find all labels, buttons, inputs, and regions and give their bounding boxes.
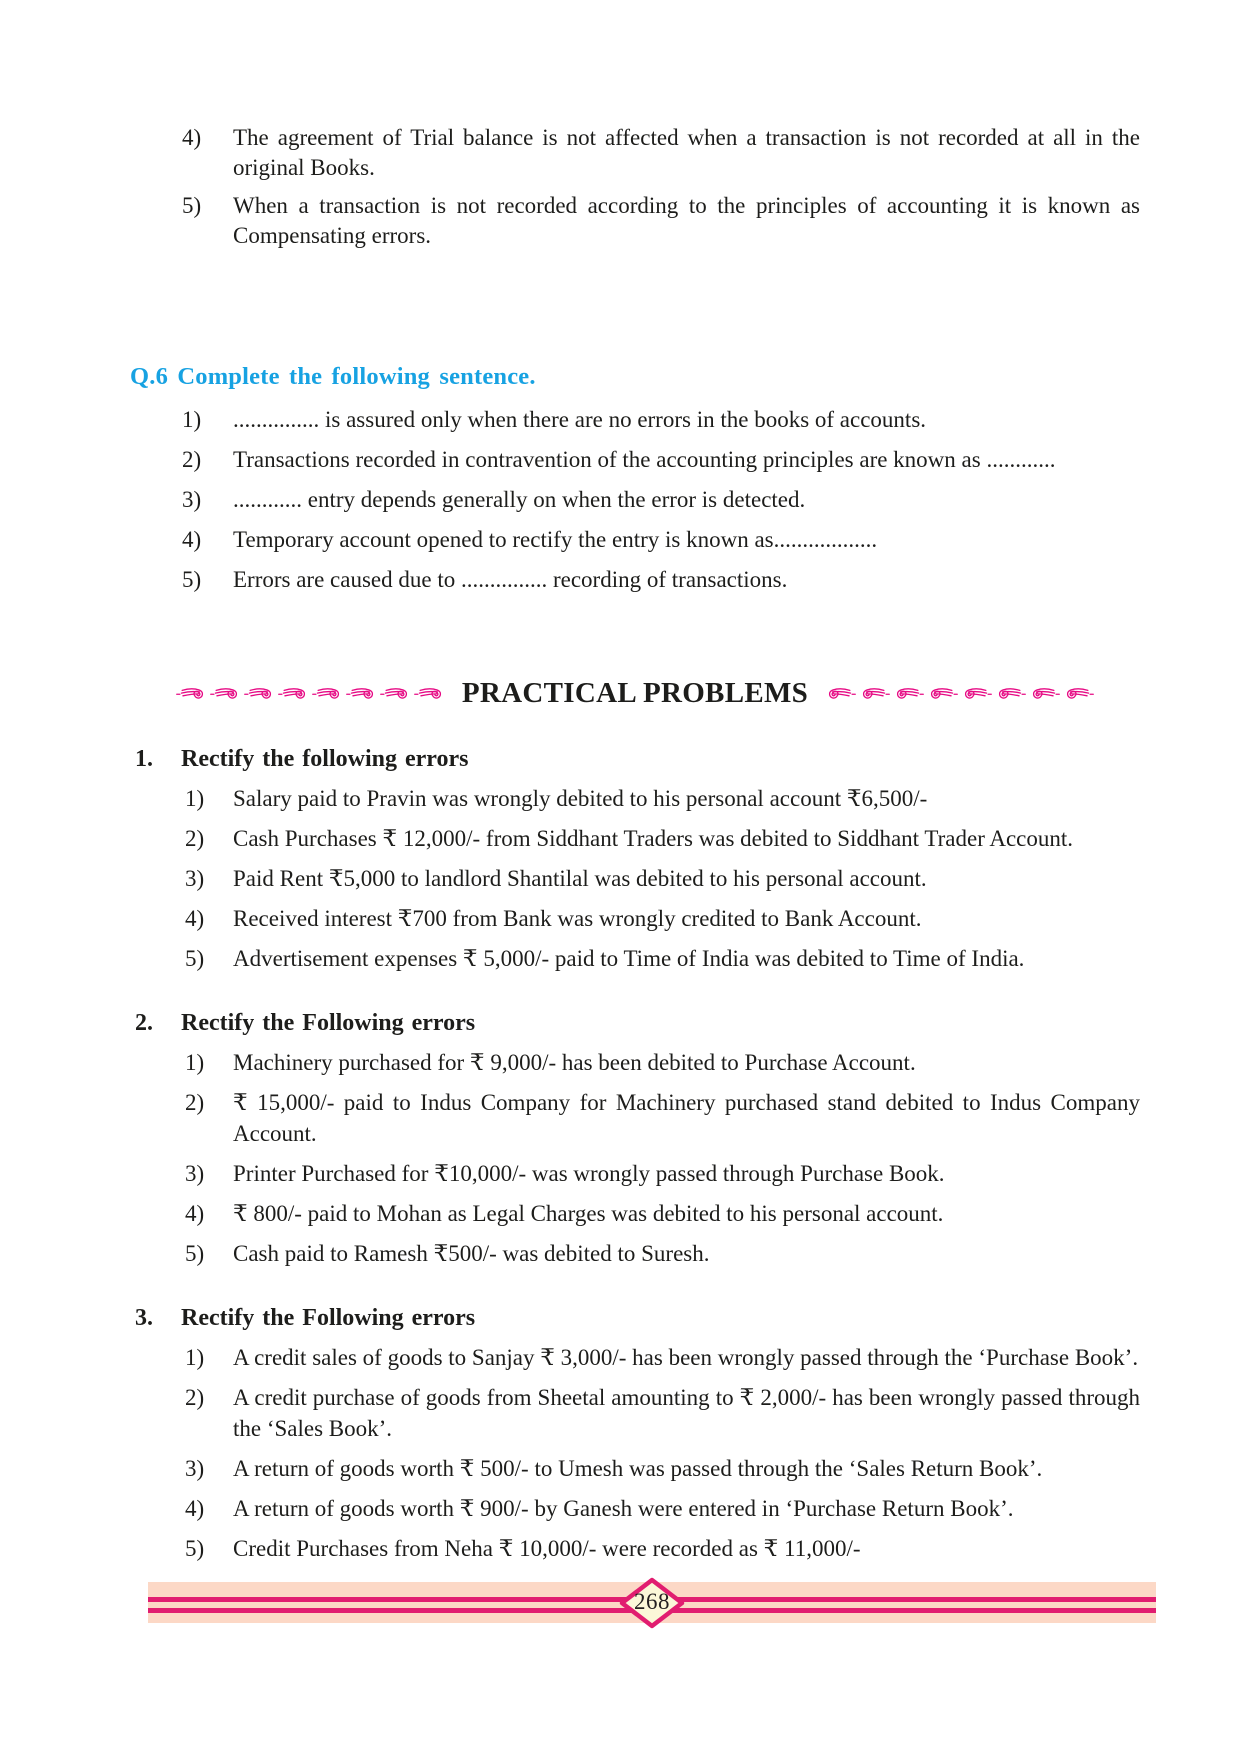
item-number: 2) [185, 1385, 205, 1410]
list-item [130, 863, 1140, 894]
floral-swirl-icon [244, 686, 278, 701]
problem-number: 1. [135, 746, 153, 772]
problem-heading-text: Rectify the following errors [181, 746, 469, 772]
list-item [130, 903, 1140, 934]
section-title: PRACTICAL PROBLEMS [461, 677, 809, 709]
item-number: 4) [185, 1496, 205, 1521]
item-text: ₹ 800/- paid to Mohan as Legal Charges was debited to his personal account. [233, 1201, 944, 1226]
list-item [130, 1047, 1140, 1078]
list-item [130, 783, 1140, 814]
floral-swirl-icon [856, 686, 890, 701]
item-number: 2) [185, 1090, 205, 1115]
item-number: 5) [185, 1536, 205, 1561]
list-item [130, 485, 1140, 515]
item-text: ............ entry depends generally on when the error is detected. [233, 487, 806, 512]
problem-section-3 [130, 1305, 1140, 1564]
item-number: 2) [185, 826, 205, 851]
item-text: Errors are caused due to ............... recording of transactions. [233, 567, 788, 592]
page-number: 268 [634, 1589, 670, 1614]
floral-swirl-icon [278, 686, 312, 701]
item-number: 4) [182, 125, 202, 150]
floral-swirl-icon [346, 686, 380, 701]
item-text: Cash paid to Ramesh ₹500/- was debited to Suresh. [233, 1241, 710, 1266]
item-text: The agreement of Trial balance is not affected when a transaction is not recorded at all in the original Books. [233, 125, 1140, 180]
question-heading: Q.6 Complete the following sentence. [130, 363, 536, 390]
footer-band [148, 1582, 1156, 1623]
item-number: 3) [185, 1161, 205, 1186]
list-item [130, 1198, 1140, 1229]
item-text: ₹ 15,000/- paid to Indus Company for Machinery purchased stand debited to Indus Company Account. [233, 1090, 1140, 1146]
list-item [130, 1087, 1140, 1149]
item-text: Transactions recorded in contravention of the accounting principles are known as ............ [233, 447, 1056, 472]
list-item [130, 1493, 1140, 1524]
item-number: 3) [185, 866, 205, 891]
statements-list [130, 123, 1140, 251]
item-number: 4) [185, 1201, 205, 1226]
floral-swirl-icon [890, 686, 924, 701]
list-item [130, 1453, 1140, 1484]
problem-items [130, 1047, 1140, 1269]
item-text: Cash Purchases ₹ 12,000/- from Siddhant Traders was debited to Siddhant Trader Account. [233, 826, 1074, 851]
item-text: Temporary account opened to rectify the entry is known as.................. [233, 527, 878, 552]
item-text: Printer Purchased for ₹10,000/- was wrongly passed through Purchase Book. [233, 1161, 945, 1186]
item-text: Received interest ₹700 from Bank was wrongly credited to Bank Account. [233, 906, 922, 931]
problem-section-2 [130, 1010, 1140, 1269]
floral-swirl-icon [822, 686, 856, 701]
problem-heading [130, 1305, 1140, 1332]
problem-heading-text: Rectify the Following errors [181, 1305, 476, 1331]
page-content [130, 123, 1140, 1564]
item-number: 1) [185, 786, 205, 811]
item-text: ............... is assured only when there are no errors in the books of accounts. [233, 407, 927, 432]
item-number: 3) [182, 487, 202, 512]
item-text: Machinery purchased for ₹ 9,000/- has been debited to Purchase Account. [233, 1050, 916, 1075]
problem-number: 3. [135, 1305, 153, 1331]
list-item [130, 1158, 1140, 1189]
item-text: A return of goods worth ₹ 500/- to Umesh was passed through the ‘Sales Return Book’. [233, 1456, 1043, 1481]
item-number: 4) [182, 527, 202, 552]
item-text: A credit purchase of goods from Sheetal amounting to ₹ 2,000/- has been wrongly passed through the ‘Sales Book’. [233, 1385, 1140, 1441]
list-item [130, 1342, 1140, 1373]
list-item [130, 123, 1140, 183]
problem-heading [130, 1010, 1140, 1037]
list-item [130, 1382, 1140, 1444]
list-item [130, 1238, 1140, 1269]
item-number: 4) [185, 906, 205, 931]
floral-swirl-icon [924, 686, 958, 701]
practical-problems-banner [130, 677, 1140, 710]
item-number: 1) [182, 407, 202, 432]
floral-swirl-icon [1026, 686, 1060, 701]
list-item [130, 943, 1140, 974]
q6-items-list [130, 405, 1140, 595]
problem-heading-text: Rectify the Following errors [181, 1010, 476, 1036]
item-number: 3) [185, 1456, 205, 1481]
list-item [130, 565, 1140, 595]
floral-swirl-icon [958, 686, 992, 701]
floral-swirl-icon [992, 686, 1026, 701]
list-item [130, 823, 1140, 854]
item-text: When a transaction is not recorded according to the principles of accounting it is known as Compensating errors. [233, 193, 1140, 248]
item-number: 5) [182, 193, 202, 218]
item-number: 1) [185, 1345, 205, 1370]
item-text: Salary paid to Pravin was wrongly debited to his personal account ₹6,500/- [233, 786, 928, 811]
problem-items [130, 783, 1140, 974]
floral-swirl-icon [176, 686, 210, 701]
item-number: 5) [182, 567, 202, 592]
item-number: 1) [185, 1050, 205, 1075]
item-text: A return of goods worth ₹ 900/- by Ganesh were entered in ‘Purchase Return Book’. [233, 1496, 1014, 1521]
floral-swirl-icon [210, 686, 244, 701]
page-number-diamond [619, 1577, 685, 1629]
problem-section-1 [130, 746, 1140, 974]
floral-swirl-icon [312, 686, 346, 701]
item-number: 5) [185, 1241, 205, 1266]
problem-heading [130, 746, 1140, 773]
item-number: 5) [185, 946, 205, 971]
list-item [130, 191, 1140, 251]
item-text: Advertisement expenses ₹ 5,000/- paid to Time of India was debited to Time of India. [233, 946, 1025, 971]
list-item [130, 1533, 1140, 1564]
problem-number: 2. [135, 1010, 153, 1036]
item-text: Paid Rent ₹5,000 to landlord Shantilal was debited to his personal account. [233, 866, 927, 891]
item-text: Credit Purchases from Neha ₹ 10,000/- were recorded as ₹ 11,000/- [233, 1536, 861, 1561]
list-item [130, 445, 1140, 475]
item-text: A credit sales of goods to Sanjay ₹ 3,000/- has been wrongly passed through the ‘Purchase Book’. [233, 1345, 1139, 1370]
floral-swirl-icon [1060, 686, 1094, 701]
floral-swirl-icon [414, 686, 448, 701]
problem-items [130, 1342, 1140, 1564]
list-item [130, 405, 1140, 435]
list-item [130, 525, 1140, 555]
floral-swirl-icon [380, 686, 414, 701]
item-number: 2) [182, 447, 202, 472]
